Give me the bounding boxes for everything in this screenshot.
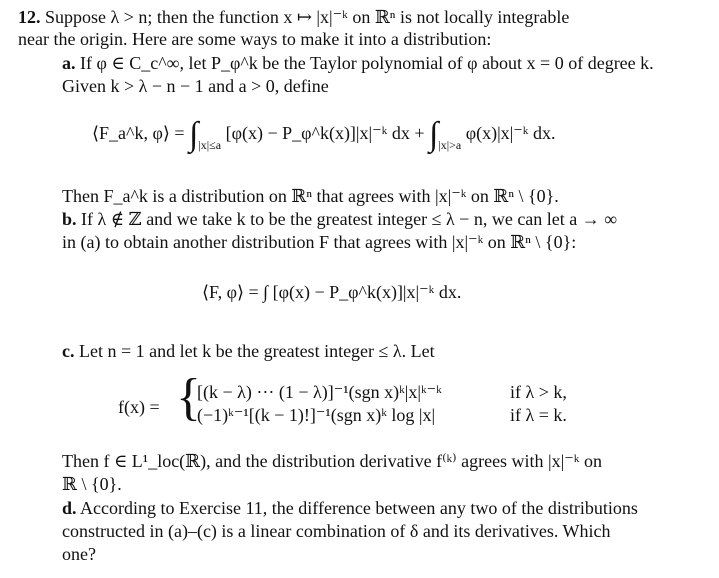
equation-1 [92, 118, 555, 152]
part-c-label: c. [62, 341, 75, 361]
part-b-line-2: in (a) to obtain another distribution F that agrees with |x|⁻ᵏ on ℝⁿ \ {0}: [62, 232, 577, 252]
eq1-lhs: ⟨F_a^k, φ⟩ = [92, 123, 185, 144]
part-b-line-1 [62, 208, 617, 230]
part-a-label: a. [62, 53, 76, 73]
part-a-line-1 [62, 52, 654, 74]
eq1-int2-limit: |x|>a [438, 138, 462, 153]
part-d-line-2: constructed in (a)–(c) is a linear combination of δ and its derivatives. Which [62, 521, 611, 541]
part-c-conclusion-1: Then f ∈ L¹_loc(ℝ), and the distribution derivative f⁽ᵏ⁾ agrees with |x|⁻ᵏ on [62, 451, 602, 471]
eq3-case-2: (−1)ᵏ⁻¹[(k − 1)!]⁻¹(sgn x)ᵏ log |x| [197, 405, 436, 425]
part-a-conclusion: Then F_a^k is a distribution on ℝⁿ that agrees with |x|⁻ᵏ on ℝⁿ \ {0}. [62, 186, 559, 206]
eq1-int1-limit: |x|≤a [198, 138, 222, 153]
integral-sign: ∫ [189, 116, 199, 153]
eq3-condition-2: if λ = k. [510, 405, 567, 425]
part-b-label: b. [62, 209, 77, 229]
eq3-lhs: f(x) = [118, 397, 160, 417]
part-c-conclusion-2: ℝ \ {0}. [62, 474, 122, 494]
eq3-case-1: [(k − λ) ··· (1 − λ)]⁻¹(sgn x)ᵏ|x|ᵏ⁻ᵏ [197, 382, 442, 402]
equation-2: ⟨F, φ⟩ = ∫ [φ(x) − P_φ^k(x)]|x|⁻ᵏ dx. [202, 282, 462, 302]
exercise-line-1 [18, 6, 569, 28]
part-b-text-1: If λ ∉ ℤ and we take k to be the greatest integer ≤ λ − n, we can let a → ∞ [81, 209, 618, 229]
part-a-text-1: If φ ∈ C_c^∞, let P_φ^k be the Taylor polynomial of φ about x = 0 of degree k. [80, 53, 654, 73]
part-d-line-3: one? [62, 544, 96, 564]
part-d-label: d. [62, 498, 77, 518]
part-d-text-1: According to Exercise 11, the difference between any two of the distributions [80, 498, 638, 518]
exercise-intro-1: Suppose λ > n; then the function x ↦ |x|⁻ᵏ on ℝⁿ is not locally integrable [45, 7, 570, 27]
integral-sign-2: ∫ [428, 116, 439, 153]
left-brace: { [176, 369, 201, 426]
part-d-line-1 [62, 497, 638, 519]
part-a-line-2: Given k > λ − n − 1 and a > 0, define [62, 76, 329, 96]
eq1-int1-body: [φ(x) − P_φ^k(x)]|x|⁻ᵏ dx + [225, 123, 425, 144]
exercise-line-2: near the origin. Here are some ways to make it into a distribution: [18, 29, 492, 49]
part-c-line-1 [62, 340, 435, 362]
eq3-condition-1: if λ > k, [510, 382, 567, 402]
exercise-number: 12. [18, 7, 41, 27]
eq1-int2-body: φ(x)|x|⁻ᵏ dx. [465, 123, 556, 144]
part-c-text-1: Let n = 1 and let k be the greatest integer ≤ λ. Let [79, 341, 435, 361]
